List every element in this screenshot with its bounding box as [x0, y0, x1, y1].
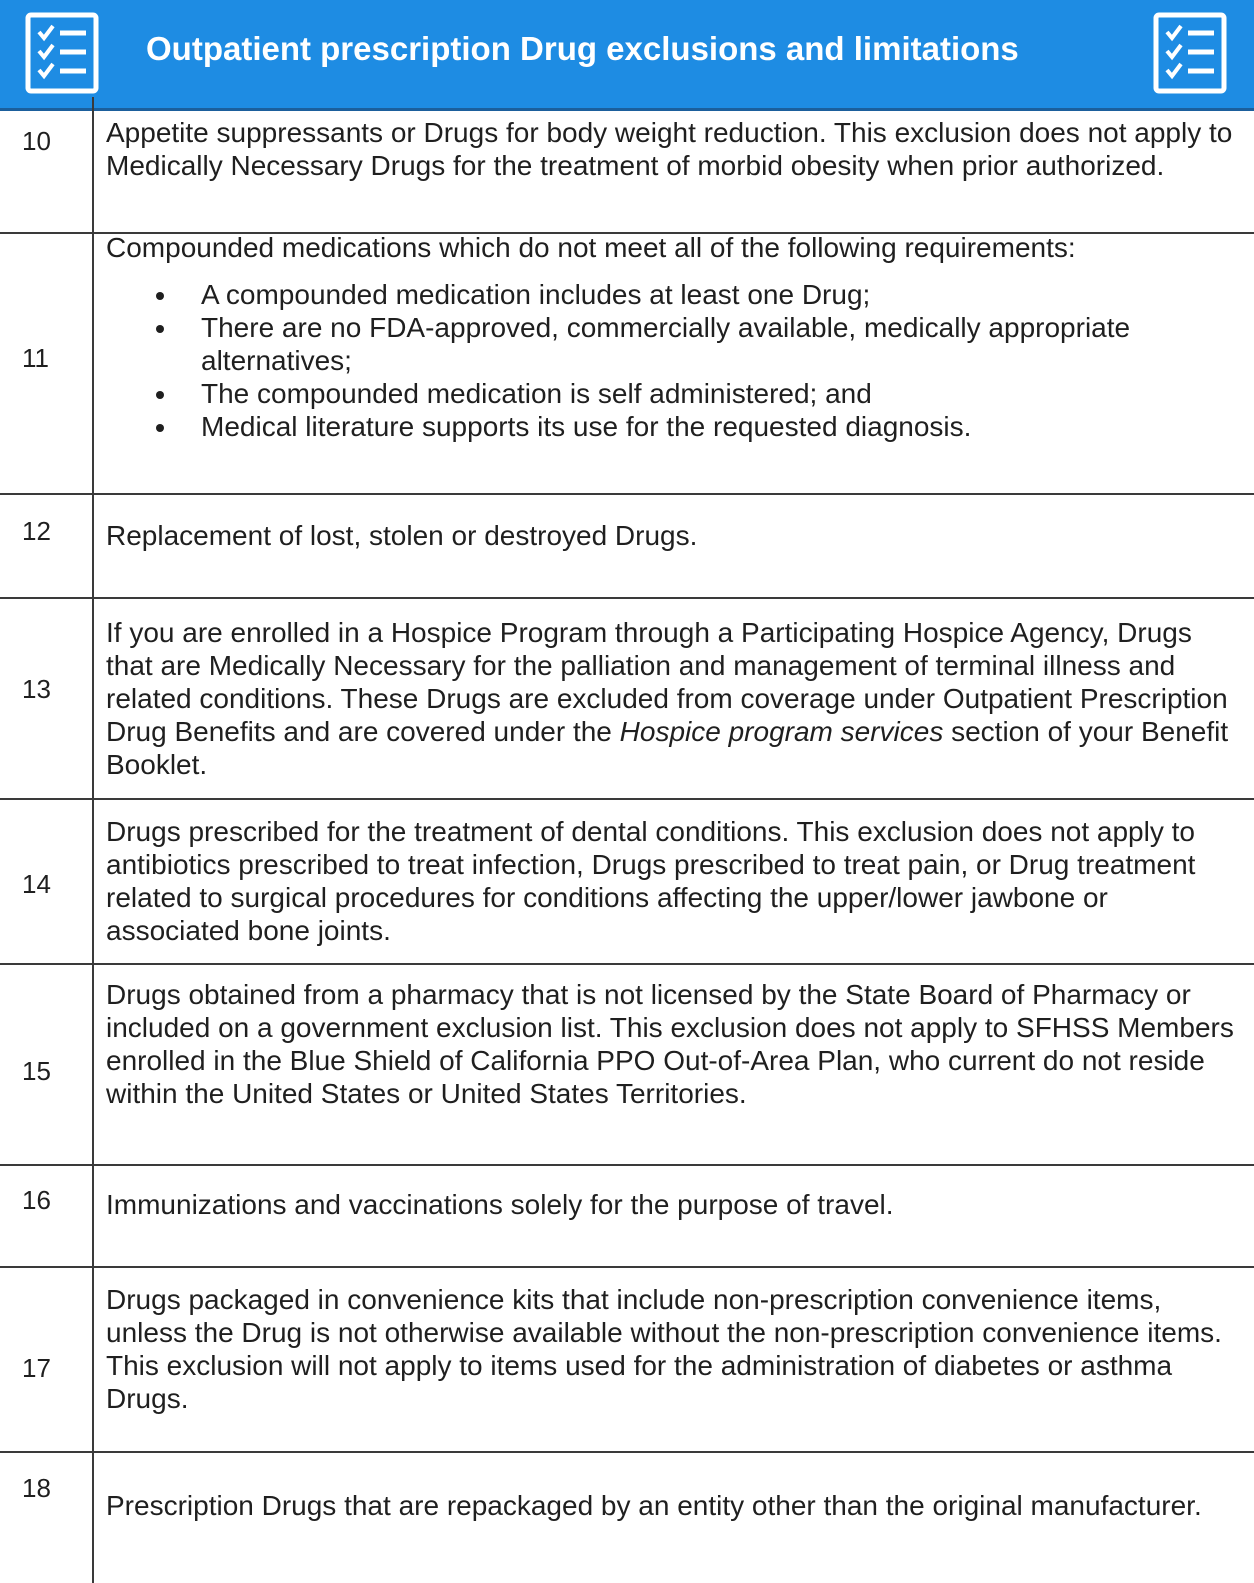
row-text-part: If you are enrolled in a Hospice Program through a Participating Hospice Agency, Drugs that are Medically Necessary for the palliation and management of terminal illness and related conditions. These Drugs are excluded from coverage under Outpatient Prescription Drug Benefits and are covered under the: [106, 617, 1228, 747]
row-number: 16: [22, 1185, 51, 1215]
row-number: 17: [22, 1353, 51, 1383]
row-intro: Compounded medications which do not meet all of the following requirements:: [106, 232, 1076, 263]
row-divider: [0, 1164, 1254, 1166]
row-number: 12: [22, 516, 51, 546]
row-divider: [0, 798, 1254, 800]
row-divider: [0, 597, 1254, 599]
row-text: [106, 616, 1241, 781]
page-title: Outpatient prescription Drug exclusions and limitations: [146, 30, 1019, 67]
list-item: There are no FDA-approved, commercially available, medically appropriate alternatives;: [201, 311, 1241, 377]
row-text: Drugs prescribed for the treatment of dental conditions. This exclusion does not apply to antibiotics prescribed to treat infection, Drugs prescribed to treat pain, or Drug treatment related to surgical procedures for conditions affecting the upper/lower jawbone or associated bone joints.: [106, 816, 1196, 946]
row-text: Prescription Drugs that are repackaged by an entity other than the original manufacturer.: [106, 1490, 1202, 1521]
row-divider: [0, 963, 1254, 965]
row-divider: [0, 1266, 1254, 1268]
row-number: 15: [22, 1056, 51, 1086]
row-text: [106, 231, 1241, 443]
column-divider: [92, 97, 94, 1583]
checklist-icon: [1153, 12, 1227, 94]
row-text-part: section of your Benefit Booklet.: [106, 716, 1229, 780]
row-text: Drugs obtained from a pharmacy that is not licensed by the State Board of Pharmacy or included on a government exclusion list. This exclusion does not apply to SFHSS Members enrolled in the Blue Shield of California PPO Out-of-Area Plan, who current do not reside within the United States or United States Territories.: [106, 979, 1234, 1109]
row-text: Appetite suppressants or Drugs for body weight reduction. This exclusion does not apply to Medically Necessary Drugs for the treatment of morbid obesity when prior authorized.: [106, 117, 1233, 181]
row-number: 14: [22, 869, 51, 899]
list-item: Medical literature supports its use for the requested diagnosis.: [201, 410, 1241, 443]
list-item: A compounded medication includes at least one Drug;: [201, 278, 1241, 311]
row-divider: [0, 1451, 1254, 1453]
list-item: The compounded medication is self administered; and: [201, 377, 1241, 410]
row-number: 13: [22, 674, 51, 704]
row-text: Replacement of lost, stolen or destroyed Drugs.: [106, 520, 698, 551]
row-divider: [0, 493, 1254, 495]
row-number: 18: [22, 1473, 51, 1503]
requirements-list: [106, 278, 1241, 443]
row-text: Immunizations and vaccinations solely for the purpose of travel.: [106, 1189, 894, 1220]
row-text: Drugs packaged in convenience kits that include non-prescription convenience items, unless the Drug is not otherwise available without the non-prescription convenience items. This exclusion will not apply to items used for the administration of diabetes or asthma Drugs.: [106, 1284, 1222, 1414]
checklist-icon: [25, 12, 99, 94]
section-reference: Hospice program services: [619, 716, 944, 747]
row-number: 10: [22, 126, 51, 156]
section-header: [0, 0, 1254, 111]
row-number: 11: [22, 343, 49, 373]
